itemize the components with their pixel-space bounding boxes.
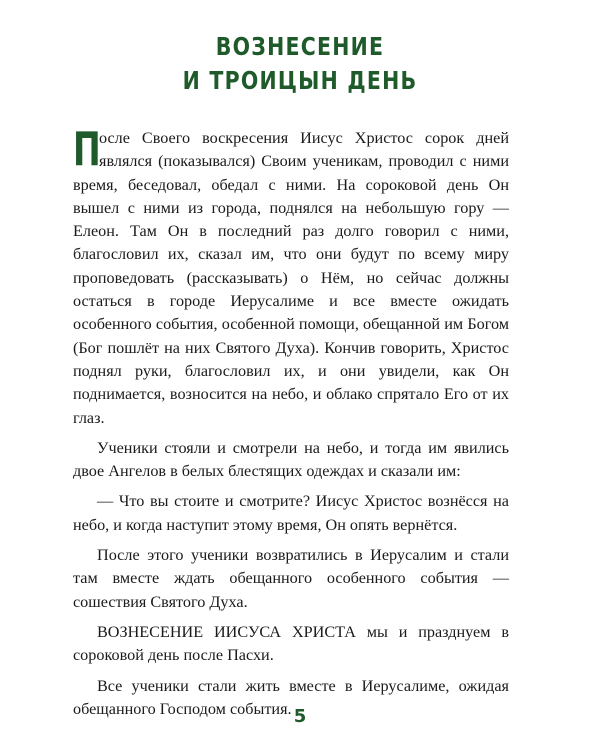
paragraph-5: ВОЗНЕСЕНИЕ ИИСУСА ХРИСТА мы и празднуем в сороковой день после Пасхи.	[73, 622, 509, 665]
paragraph-3: — Что вы стоите и смотрите? Иисус Христос вознёсся на небо, и когда наступит этому время, Он опять вернётся.	[73, 492, 509, 534]
paragraph-2: Ученики стояли и смотрели на небо, и тогда им явились двое Ангелов в белых блестящих одеждах и сказали им:	[73, 438, 509, 481]
paragraph-1-text: осле Своего воскресения Иисус Христос сорок дней являлся (показывался) Своим ученикам, проводил с ними время, беседовал, обедал с ними. На сороковой день Он вышел с ними из города, поднялся на небольшую гору — Елеон. Там Он в последний раз долго говорил с ними, благословил их, сказал им, что они будут по всему миру проповедовать (рассказывать) о Нём, но сейчас должны остаться в городе Иерусалиме и все вместе ожидать особенного события, особенной помощи, обещанной им Богом (Бог пошлёт на них Святого Духа). Кончив говорить, Христос поднял руки, благословил их, и они увидели, как Он поднимается, возносится на небо, и облако спрятало Его от их глаз.	[73, 129, 509, 427]
drop-cap: П	[73, 122, 101, 176]
paragraph-4: После этого ученики возвратились в Иерусалим и стали там вместе ждать обещанного особенного события — сошествия Святого Духа.	[73, 546, 509, 611]
paragraph-6: Все ученики стали жить вместе в Иерусалиме, ожидая обещанного Господом события.	[73, 676, 509, 718]
page-title-line-2: И ТРОИЦЫН ДЕНЬ	[182, 66, 418, 95]
page-number: 5	[293, 706, 307, 727]
page-title-line-1: ВОЗНЕСЕНИЕ	[215, 32, 385, 61]
paragraph-1	[73, 122, 509, 430]
body-text	[73, 122, 509, 728]
